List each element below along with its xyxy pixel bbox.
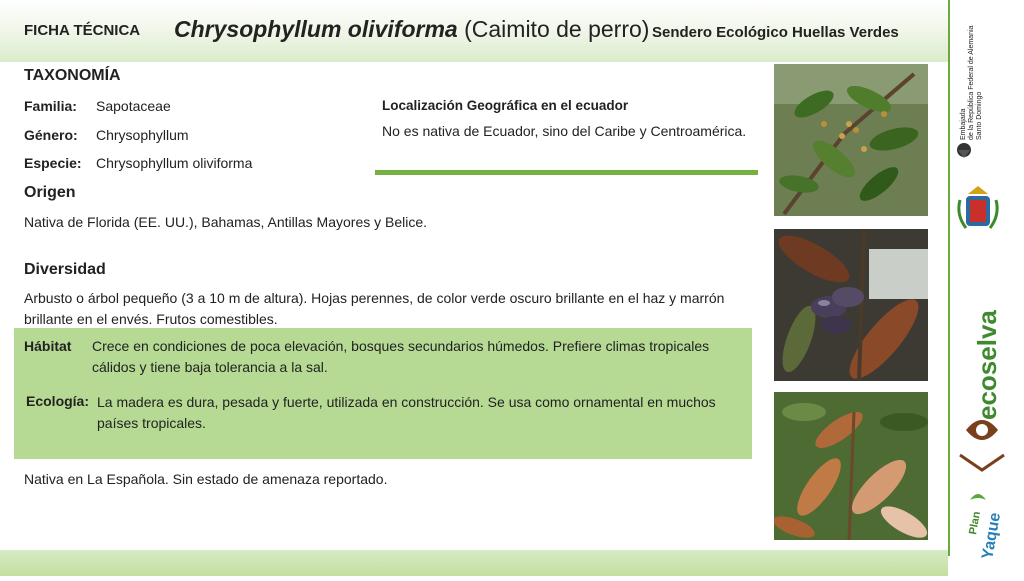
diversity-heading: Diversidad (24, 261, 106, 278)
right-divider (948, 0, 950, 556)
species-label: Especie: (24, 155, 82, 171)
habitat-text: Crece en condiciones de poca elevación, bosques secundarios húmedos. Prefiere climas tropicales cálidos y tiene baja tolerancia a la sal. (92, 338, 710, 375)
photo-fruits (774, 229, 928, 381)
status-text: Nativa en La Española. Sin estado de amenaza reportado. (24, 471, 388, 487)
plan-yaque-line2: Yaque (979, 511, 1005, 561)
embassy-line3: Santo Domingo (976, 91, 983, 140)
origin-heading: Origen (24, 184, 76, 201)
coat-of-arms-icon (959, 186, 997, 228)
habitat-label: Hábitat (24, 338, 72, 354)
location-underline (375, 170, 758, 175)
genus-value: Chrysophyllum (96, 127, 189, 143)
family-value: Sapotaceae (96, 98, 171, 114)
ecoselva-wordmark: ecoselva (972, 310, 1002, 420)
plan-yaque-logo-icon (970, 494, 986, 500)
genus-label: Género: (24, 127, 78, 143)
germany-eagle-icon (957, 143, 971, 158)
scientific-name: Chrysophyllum oliviforma (174, 16, 458, 42)
ecoselva-logo-icon (960, 420, 1004, 470)
ecology-text: La madera es dura, pesada y fuerte, utilizada en construcción. Se usa como ornamental en muchos países tropicales. (97, 394, 716, 431)
header-bar (0, 0, 948, 62)
ecology-label: Ecología: (26, 393, 90, 409)
sponsor-logos (952, 0, 1024, 576)
species-value: Chrysophyllum oliviforma (96, 155, 253, 171)
location-title: Localización Geográfica en el ecuador (382, 98, 629, 113)
location-text: No es nativa de Ecuador, sino del Caribe y Centroamérica. (382, 123, 747, 139)
embassy-line1: Embajada (960, 108, 967, 140)
trail-name: Sendero Ecológico Huellas Verdes (652, 24, 899, 41)
species-title (174, 16, 649, 43)
origin-text: Nativa de Florida (EE. UU.), Bahamas, Antillas Mayores y Belice. (24, 214, 428, 230)
taxonomy-heading: TAXONOMÍA (24, 67, 121, 84)
diversity-text: Arbusto o árbol pequeño (3 a 10 m de altura). Hojas perennes, de color verde oscuro brillante en el haz y marrón brillante en el envés. Frutos comestibles. (24, 290, 725, 327)
photo-flowering-branch (774, 64, 928, 216)
embassy-line2: de la República Federal de Alemania (968, 25, 975, 140)
footer-bar (0, 550, 948, 576)
photo-leaf-undersides (774, 392, 928, 540)
family-label: Familia: (24, 98, 77, 114)
sheet-label: FICHA TÉCNICA (24, 22, 141, 39)
common-name: (Caimito de perro) (457, 16, 650, 42)
plan-yaque-line1: Plan (967, 510, 983, 536)
